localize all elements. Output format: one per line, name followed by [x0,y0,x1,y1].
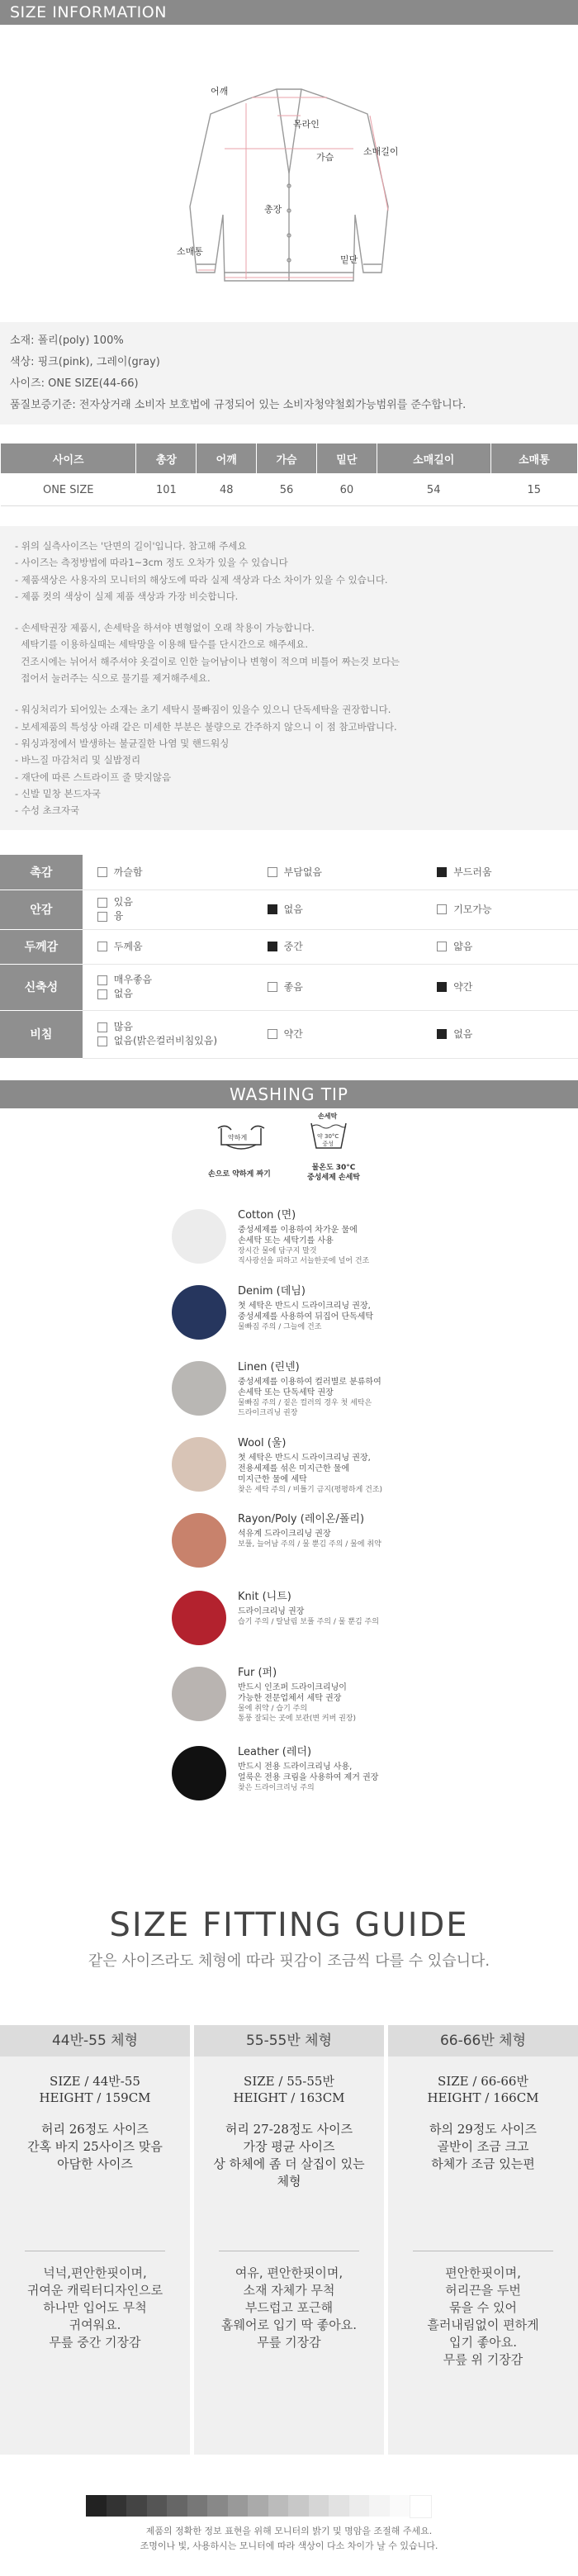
label-shoulder: 어깨 [211,86,229,97]
feel-row-label: 촉감 [0,855,83,890]
icon1-symbol: 약하게 [228,1133,248,1141]
fitting-column [388,2025,578,2455]
fitting-desc-line: 골반이 조금 크고 [437,2139,529,2154]
fabric-swatch-icon [172,1513,226,1568]
feel-option-text: 없음 [283,903,303,915]
fabric-desc: 드라이크리닝 권장 [238,1606,305,1616]
size-table-header: 밑단 [316,444,377,474]
feel-option-text: 부담없음 [283,866,323,878]
fitting-columns [0,2025,578,2455]
fabric-desc: 중성세제를 이용하여 차가운 물에 [238,1225,358,1235]
feel-row-label: 안감 [0,890,83,929]
fitting-spec: HEIGHT / 159CM [39,2090,151,2105]
label-neck: 목라인 [293,119,320,130]
size-table-header: 소매통 [490,444,577,474]
feel-option [422,890,578,929]
checkbox-icon [97,898,107,908]
fitting-feel-line: 허리끈을 두번 [445,2283,521,2298]
size-table-header: 소매길이 [377,444,490,474]
material-text: 소재: 폴리(poly) 100% [10,334,124,347]
feel-option [83,1010,253,1058]
fitting-spec: HEIGHT / 163CM [233,2090,345,2105]
fabric-note: 습기 주의 / 탈날림 보풀 주의 / 물 뿐김 주의 [238,1617,379,1626]
fitting-feel-line: 넉넉,편안한핏이며, [43,2265,147,2280]
note-line: - 워싱처리가 되어있는 소재는 초기 세탁시 물빠짐이 있을수 있으니 단독세탁을 권장합니다. [15,704,391,716]
label-cuff: 소매통 [177,246,203,257]
washing-icons [0,1108,578,1199]
fabric-desc: 미지근한 물에 세탁 [238,1474,307,1484]
feel-row-label: 신축성 [0,964,83,1010]
feel-row [0,855,578,890]
feel-option-subtext: 없음(밝은컬러비침있음) [113,1035,218,1047]
garment-diagram [0,25,578,322]
fitting-desc-line: 하의 29정도 사이즈 [429,2122,538,2137]
note-line: - 위의 실측사이즈는 '단면의 길이'입니다. 참고해 주세요 [15,540,247,552]
fitting-column-header: 44반-55 체형 [0,2025,190,2057]
feel-option-text: 두께움 [113,940,143,952]
fabric-swatch-icon [172,1285,226,1340]
fitting-feel-line: 무릎 중간 기장감 [49,2335,141,2350]
checkbox-icon [268,867,277,877]
fabric-swatch-icon [172,1746,226,1800]
feel-option [83,964,253,1010]
feel-option-text: 얇음 [453,940,473,952]
feel-option [422,1010,578,1058]
fabric-swatch-icon [172,1591,226,1645]
fitting-desc-line: 상 하체에 좀 더 살집이 있는 [213,2156,365,2171]
fitting-spec: SIZE / 55-55반 [244,2074,334,2089]
fitting-feel-line: 묶을 수 있어 [449,2300,517,2315]
feel-option [253,929,423,964]
fabric-note: 장시간 물에 담구지 말것 [238,1246,317,1255]
label-hem: 밑단 [340,254,358,265]
feel-option [83,890,253,929]
checkbox-icon [97,912,107,922]
fitting-feel-line: 입기 좋아요. [449,2335,517,2350]
feel-option-text: 많음 [113,1021,133,1033]
fabric-note: 통풍 잘되는 곳에 보관(변 커버 권장) [238,1714,357,1723]
feel-row [0,890,578,929]
checkbox-icon [268,904,277,914]
size-table [0,443,578,506]
fitting-desc-line: 허리 27-28정도 사이즈 [225,2122,353,2137]
size-table-cell: 101 [136,474,197,506]
note-line: - 제품 컷의 색상이 실제 제품 색상과 가장 비슷합니다. [15,590,239,602]
fabric-name: Cotton (면) [238,1208,296,1222]
fitting-feel-line: 하나만 입어도 무척 [43,2300,147,2315]
size-table-header: 가슴 [257,444,317,474]
fabric-desc: 석유계 드라이크리닝 권장 [238,1529,331,1539]
fitting-feel-line: 무릎 위 기장감 [443,2352,524,2367]
fitting-spec: SIZE / 44반-55 [50,2074,140,2089]
fabric-desc: 첫 세탁은 반드시 드라이크리닝 권장, [238,1453,371,1463]
size-table-header: 어깨 [197,444,257,474]
fitting-feel-line: 편안한핏이며, [445,2265,521,2280]
fabric-desc: 반드시 전용 드라이크리닝 사용, [238,1762,353,1772]
fabric-note: 직사광선을 피하고 서늘한곳에 널어 건조 [238,1256,370,1265]
fabric-name: Fur (퍼) [238,1666,277,1679]
fabric-name: Linen (린넨) [238,1360,300,1373]
fitting-feel-line: 귀여워요. [69,2317,121,2332]
label-chest: 가슴 [316,152,334,163]
fabric-desc: 가능한 전문업체서 세탁 권장 [238,1693,342,1703]
checkbox-icon [97,1037,107,1046]
fabric-name: Wool (울) [238,1436,287,1449]
feel-option-text: 기모가능 [453,903,492,915]
icon2-top: 손세탁 [318,1112,338,1120]
fabric-note: 찾은 드라이크리닝 주의 [238,1783,315,1792]
fabric-name: Knit (니트) [238,1590,291,1603]
feel-option [422,855,578,890]
feel-option-text: 까슬함 [113,866,143,878]
feel-row [0,964,578,1010]
fabric-desc: 반드시 인조퍼 드라이크리닝이 [238,1682,347,1692]
feel-option [422,929,578,964]
size-table-cell: 60 [316,474,377,506]
fabric-desc: 손세탁 또는 단독세탁 권장 [238,1388,334,1397]
fabric-name: Denim (데님) [238,1284,306,1297]
fabric-desc: 첫 세탁은 반드시 드라이크리닝 권장, [238,1301,371,1311]
note-line: - 재단에 따른 스트라이프 줄 맞지않음 [15,771,172,783]
note-line: - 신발 밑창 본드자국 [15,787,101,799]
icon2-label: 물온도 30°C 중성세제 손세탁 [307,1163,360,1182]
fitting-desc-line: 체형 [277,2174,301,2189]
grayscale-swatch [86,2495,432,2518]
fabric-name: Rayon/Poly (레이온/폴리) [238,1512,365,1525]
fabric-desc: 전용세제를 섞은 미지근한 물에 [238,1464,350,1473]
notes-box [0,526,578,830]
feel-option [253,1010,423,1058]
fitting-column [0,2025,190,2455]
fabric-note: 드라이크리닝 권장 [238,1408,298,1417]
fitting-spec: SIZE / 66-66반 [438,2074,528,2089]
size-table-header: 총장 [136,444,197,474]
fabric-care-list [0,1199,578,1943]
fitting-column [194,2025,384,2455]
feel-option-text: 매우좋음 [113,974,153,986]
label-sleeve-length: 소매길이 [363,146,399,157]
fabric-swatch-icon [172,1437,226,1492]
fitting-desc-line: 가장 평균 사이즈 [243,2139,335,2154]
checkbox-icon [97,942,107,951]
feel-row-label: 비침 [0,1010,83,1058]
note-line: - 손세탁권장 제품시, 손세탁을 하셔야 변형없이 오래 착용이 가능합니다. [15,622,315,634]
color-text: 색상: 핑크(pink), 그레이(gray) [10,356,160,368]
fitting-feel-line: 홈웨어로 입기 딱 좋아요. [221,2317,357,2332]
checkbox-icon [437,982,447,992]
feel-row [0,1010,578,1058]
fitting-spec: HEIGHT / 166CM [427,2090,539,2105]
checkbox-icon [268,982,277,992]
fitting-feel-line: 흘러내림없이 편하게 [427,2317,539,2332]
fitting-column-header: 55-55반 체형 [194,2025,384,2057]
note-line: - 워싱과정에서 발생하는 불균질한 나염 및 핸드워싱 [15,737,230,749]
checkbox-icon [437,904,447,914]
checkbox-icon [437,867,447,877]
fitting-feel-line: 부드럽고 포근해 [244,2300,334,2315]
size-table-cell: 48 [197,474,257,506]
note-line: - 사이즈는 측정방법에 따라1~3cm 정도 오차가 있을 수 있습니다 [15,557,288,569]
footer-note [0,2524,578,2554]
feel-option [253,855,423,890]
feel-option-text: 약간 [453,980,473,993]
feel-option [83,929,253,964]
feel-option [83,855,253,890]
size-text: 사이즈: ONE SIZE(44-66) [10,377,139,390]
fabric-swatch-icon [172,1667,226,1721]
fitting-column-header: 66-66반 체형 [388,2025,578,2057]
note-line: - 수성 초크자국 [15,804,80,817]
checkbox-icon [437,1029,447,1039]
size-table-row [1,474,578,506]
checkbox-icon [437,942,447,951]
feel-option [253,890,423,929]
note-line: 세탁기를 이용하실때는 세탁망을 이용해 탈수를 단시간으로 해주세요. [15,638,309,651]
icon1-label: 손으로 약하게 짜기 [208,1169,271,1179]
size-table-cell: 56 [257,474,317,506]
fitting-desc-line: 간혹 바지 25사이즈 맞음 [27,2139,163,2154]
fitting-desc-line: 허리 26정도 사이즈 [40,2122,149,2137]
product-info-box [0,322,578,425]
fitting-feel-line: 여유, 편안한핏이며, [235,2265,343,2280]
feel-row-label: 두께감 [0,929,83,964]
fabric-note: 물빠짐 주의 / 짙은 컬러의 경우 첫 세탁은 [238,1398,372,1407]
note-line: - 제품색상은 사용자의 모니터의 해상도에 따라 실제 색상과 다소 차이가 있을 수 있습니다. [15,573,388,586]
cardigan-outline-icon [0,25,578,322]
feel-option [422,964,578,1010]
fabric-note: 보풀, 늘어남 주의 / 물 뿐김 주의 / 물에 취약 [238,1539,381,1549]
size-table-header: 사이즈 [1,444,136,474]
fabric-note: 찾은 세탁 주의 / 비틀기 금지(평평하게 건조) [238,1485,383,1494]
fitting-desc-line: 아담한 사이즈 [57,2156,133,2171]
checkbox-icon [97,975,107,985]
fabric-desc: 얼룩은 전용 크림을 사용하여 제거 권장 [238,1772,379,1782]
fitting-feel-line: 소재 자체가 무척 [243,2283,335,2298]
fitting-feel-line: 귀여운 캐릭터디자인으로 [26,2283,163,2298]
fabric-name: Leather (레더) [238,1745,312,1758]
feel-row [0,929,578,964]
footer-line: 제품의 정확한 정보 표현을 위해 모니터의 밝기 및 명암을 조절해 주세요. [145,2526,433,2536]
note-line: 접어서 눌러주는 식으로 물기를 제거해주세요. [15,672,211,685]
feel-option-text: 약간 [283,1027,303,1040]
fabric-swatch-icon [172,1361,226,1416]
size-table-cell: ONE SIZE [1,474,136,506]
size-table-cell: 15 [490,474,577,506]
feel-option-text: 중간 [283,940,303,952]
feel-option-text: 없음 [453,1027,473,1040]
fabric-feel-table [0,855,578,1059]
feel-option [253,964,423,1010]
label-total-length: 총장 [264,204,282,215]
fitting-desc-line: 하체가 조금 있는편 [431,2156,535,2171]
washing-tip-header: WASHING TIP [0,1080,578,1108]
feel-option-text: 있음 [113,896,133,908]
feel-option-text: 부드러움 [453,866,492,878]
checkbox-icon [97,867,107,877]
checkbox-icon [97,989,107,999]
feel-option-text: 좋음 [283,980,303,993]
icon2-symbol: 약 30°C 중성 [317,1132,339,1147]
note-line: 건조시에는 뉘어서 해주셔야 옷걸이로 인한 늘어남이나 변형이 적으며 비틀어 짜는것 보다는 [15,655,400,667]
fabric-desc: 손세탁 또는 세탁기를 사용 [238,1236,334,1245]
warranty-text: 품질보증기준: 전자상거래 소비자 보호법에 규정되어 있는 소비자청약철회가능범위를 준수합니다. [10,399,467,411]
size-table-cell: 54 [377,474,490,506]
fabric-note: 물에 취약 / 습기 주의 [238,1704,308,1713]
fitting-feel-line: 무릎 기장감 [257,2335,321,2350]
note-line: - 바느질 마감처리 및 실밥정리 [15,754,141,766]
fabric-note: 물빠짐 주의 / 그늘에 건조 [238,1322,322,1331]
fitting-guide-subtitle: 같은 사이즈라도 체형에 따라 핏감이 조금씩 다를 수 있습니다. [88,1952,490,1970]
fabric-desc: 중성세제를 이용하여 컬러별로 분류하여 [238,1377,381,1387]
note-line: - 보세제품의 특성상 아래 같은 미세한 부분은 불량으로 간주하지 않으니 이 점 참고바랍니다. [15,720,397,733]
fitting-guide-title: SIZE FITTING GUIDE [109,1906,469,1944]
checkbox-icon [97,1022,107,1032]
fabric-swatch-icon [172,1209,226,1264]
feel-option-subtext: 융 [113,910,124,923]
checkbox-icon [268,1029,277,1039]
checkbox-icon [268,942,277,951]
footer-line: 조명이나 빛, 사용하시는 모니터에 따라 색상이 다소 차이가 날 수 있습니다. [140,2540,438,2551]
feel-option-subtext: 없음 [113,988,133,1000]
fabric-desc: 중성세제를 사용하여 뒤집어 단독세탁 [238,1312,374,1321]
size-info-header: SIZE INFORMATION [0,0,578,25]
fitting-guide-title-block [0,1906,578,1971]
